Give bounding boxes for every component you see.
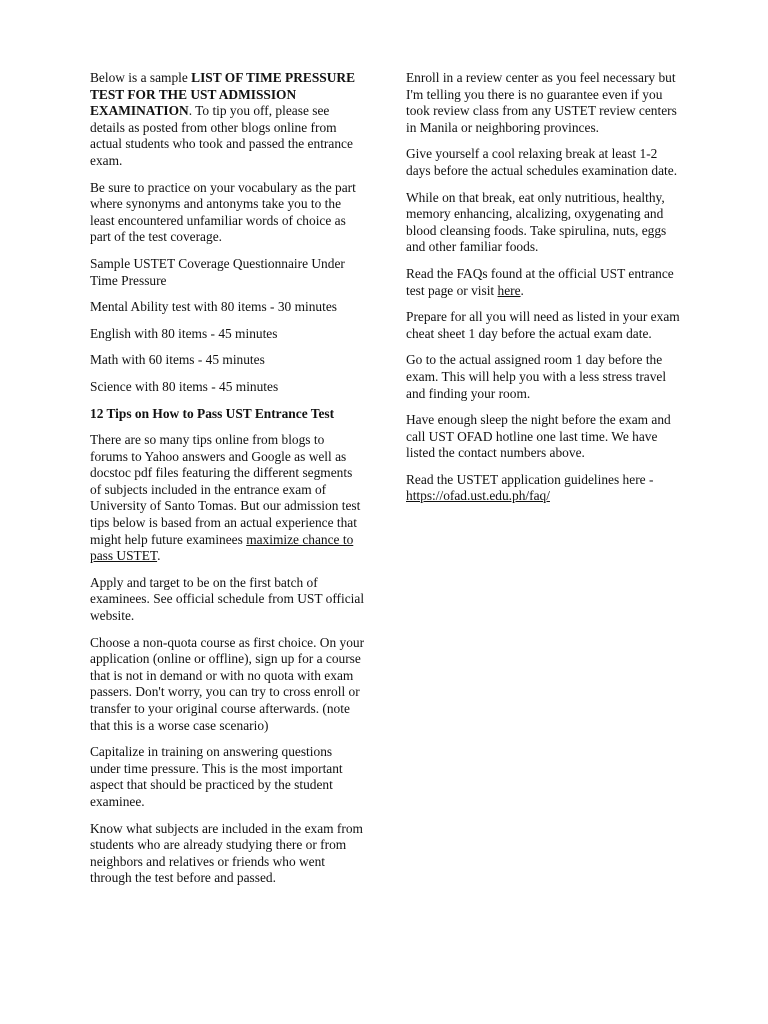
tips-intro-end: . [157, 548, 161, 564]
tip-time-pressure-training: Capitalize in training on answering questions under time pressure. This is the most important aspect that should be practiced by the student examinee. [90, 744, 343, 809]
tips-intro-text: There are so many tips online from blogs to forums to Yahoo answers and Google as well as docstoc pdf files featuring the different segments of subjects included in the entrance exam of University of Santo Tomas. But our admission test tips below is based from an actual experience that might help future examinees [90, 432, 361, 547]
right-column [406, 70, 681, 515]
intro-text-end: . To tip you off, please see details as posted from other blogs online from actual students who took and passed the entrance exam. [90, 103, 353, 168]
tip-relaxing-break: Give yourself a cool relaxing break at least 1-2 days before the actual schedules examination date. [406, 146, 678, 178]
vocabulary-paragraph: Be sure to practice on your vocabulary as the part where synonyms and antonyms take you to the least encountered unfamiliar words of choice as part of the test coverage. [90, 179, 356, 245]
test-item-math: Math with 60 items - 45 minutes [90, 352, 265, 368]
tip-nutritious-food: While on that break, eat only nutritious, healthy, memory enhancing, alcalizing, oxygenating and blood cleansing foods. Take spirulina, nuts, eggs and other familiar foods. [406, 189, 667, 255]
faq-here-link[interactable]: here [497, 282, 521, 298]
test-item-english: English with 80 items - 45 minutes [90, 325, 278, 341]
maximize-chance-link[interactable]: maximize chance to pass USTET [90, 531, 354, 564]
tip-enough-sleep: Have enough sleep the night before the exam and call UST OFAD hotline one last time. We have listed the contact numbers above. [406, 412, 671, 461]
faq-end: . [520, 282, 524, 298]
tips-heading-text: 12 Tips on How to Pass UST Entrance Test [90, 405, 335, 421]
tip-guidelines [406, 472, 681, 505]
guidelines-text: Read the USTET application guidelines here - [406, 471, 654, 487]
tip-cheat-sheet: Prepare for all you will need as listed in your exam cheat sheet 1 day before the actual exam date. [406, 309, 680, 341]
tip-visit-room: Go to the actual assigned room 1 day before the exam. This will help you with a less stress travel and finding your room. [406, 352, 667, 401]
tip-review-center: Enroll in a review center as you feel necessary but I'm telling you there is no guarantee even if you took review class from any USTET review centers in Manila or neighboring provinces. [406, 70, 677, 135]
intro-paragraph [90, 70, 365, 170]
intro-text-start: Below is a sample [90, 70, 192, 85]
tips-intro-paragraph [90, 432, 365, 565]
tips-heading [90, 406, 365, 423]
test-item-science: Science with 80 items - 45 minutes [90, 378, 279, 394]
ofad-faq-link[interactable]: https://ofad.ust.edu.ph/faq/ [406, 488, 550, 504]
tip-read-faqs [406, 266, 681, 299]
faq-text: Read the FAQs found at the official UST entrance test page or visit [406, 265, 674, 298]
tip-know-subjects: Know what subjects are included in the exam from students who are already studying there or from neighbors and relatives or friends who went through the test before and passed. [90, 820, 363, 886]
sample-coverage-heading: Sample USTET Coverage Questionnaire Under Time Pressure [90, 255, 345, 288]
left-column [90, 70, 365, 897]
test-item-mental-ability: Mental Ability test with 80 items - 30 minutes [90, 299, 337, 315]
intro-bold-title: LIST OF TIME PRESSURE TEST FOR THE UST ADMISSION EXAMINATION [90, 70, 355, 119]
tip-first-batch: Apply and target to be on the first batch of examinees. See official schedule from UST official website. [90, 574, 365, 624]
tip-non-quota-course: Choose a non-quota course as first choice. On your application (online or offline), sign up for a course that is not in demand or with no quota with exam passers. Don't worry, you can try to cross enroll or transfer to your original course afterwards. (note that this is a worse case scenario) [90, 634, 365, 733]
